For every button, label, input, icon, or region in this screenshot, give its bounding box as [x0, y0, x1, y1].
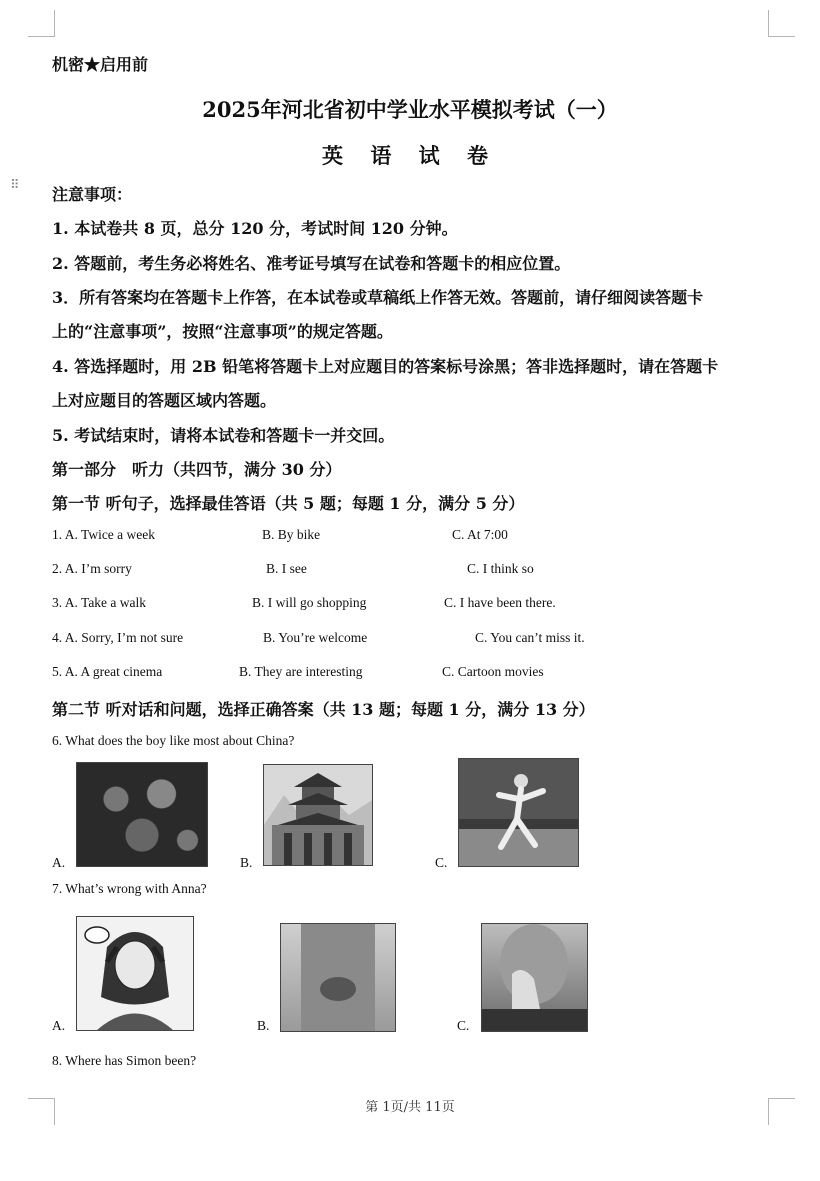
q7-label-c: C. — [457, 1018, 470, 1033]
q8-text: 8. Where has Simon been? — [52, 1053, 197, 1068]
kungfu-image — [458, 758, 579, 867]
q7-text: 7. What’s wrong with Anna? — [52, 881, 207, 896]
q2-option-c: C. I think so — [467, 561, 534, 576]
kungfu-figure-icon — [459, 759, 578, 866]
notice-item: 1. 本试卷共 8 页，总分 120 分，考试时间 120 分钟。 — [52, 219, 458, 238]
toothache-image — [481, 923, 588, 1032]
notice-item: 2. 答题前，考生务必将姓名、准考证号填写在试卷和答题卡的相应位置。 — [52, 254, 571, 273]
q6-label-a: A. — [52, 855, 66, 870]
confidential-label: 机密★启用前 — [52, 55, 149, 74]
headache-woman-image — [76, 916, 194, 1031]
q6-text: 6. What does the boy like most about China? — [52, 733, 295, 748]
notice-heading: 注意事项： — [52, 185, 133, 204]
food-dishes-image — [76, 762, 208, 867]
q6-label-c: C. — [435, 855, 448, 870]
drag-handle-icon[interactable]: ⠿ — [10, 178, 19, 193]
q1-option-a: 1. A. Twice a week — [52, 527, 156, 542]
q5-option-b: B. They are interesting — [239, 664, 363, 679]
q3-option-c: C. I have been there. — [444, 595, 556, 610]
part1-heading: 第一部分 听力（共四节，满分 30 分） — [52, 460, 342, 479]
q2-option-a: 2. A. I’m sorry — [52, 561, 132, 576]
headache-icon — [77, 917, 193, 1030]
notice-item: 上对应题目的答题区域内答题。 — [52, 391, 277, 410]
q1-option-c: C. At 7:00 — [452, 527, 508, 542]
page-subtitle: 英 语 试 卷 — [322, 143, 498, 168]
page-number: 第 1页/共 11页 — [365, 1100, 455, 1115]
q4-option-b: B. You’re welcome — [263, 630, 368, 645]
q3-option-a: 3. A. Take a walk — [52, 595, 147, 610]
notice-item: 3．所有答案均在答题卡上作答，在本试卷或草稿纸上作答无效。答题前，请仔细阅读答题卡 — [52, 288, 704, 307]
q4-option-c: C. You can’t miss it. — [475, 630, 585, 645]
q7-label-b: B. — [257, 1018, 270, 1033]
page-title: 2025年河北省初中学业水平模拟考试（一） — [202, 97, 618, 122]
q5-option-a: 5. A. A great cinema — [52, 664, 163, 679]
crop-mark-top-left — [28, 10, 55, 37]
stomachache-image — [280, 923, 396, 1032]
q6-label-b: B. — [240, 855, 253, 870]
stomachache-icon — [281, 924, 395, 1031]
section2-heading: 第二节 听对话和问题，选择正确答案（共 13 题；每题 1 分，满分 13 分） — [52, 700, 595, 719]
toothache-icon — [482, 924, 587, 1031]
notice-item: 上的“注意事项”，按照“注意事项”的规定答题。 — [52, 322, 393, 341]
crop-mark-top-right — [768, 10, 795, 37]
q1-option-b: B. By bike — [262, 527, 321, 542]
q4-option-a: 4. A. Sorry, I’m not sure — [52, 630, 184, 645]
q3-option-b: B. I will go shopping — [252, 595, 367, 610]
section1-heading: 第一节 听句子，选择最佳答语（共 5 题；每题 1 分，满分 5 分） — [52, 494, 525, 513]
pagoda-building-image — [263, 764, 373, 866]
notice-item: 4. 答选择题时，用 2B 铅笔将答题卡上对应题目的答案标号涂黑；答非选择题时，请在答题卡 — [52, 357, 719, 376]
q5-option-c: C. Cartoon movies — [442, 664, 544, 679]
pagoda-icon — [264, 765, 372, 865]
notice-item: 5. 考试结束时，请将本试卷和答题卡一并交回。 — [52, 426, 395, 445]
q7-label-a: A. — [52, 1018, 66, 1033]
q2-option-b: B. I see — [266, 561, 307, 576]
